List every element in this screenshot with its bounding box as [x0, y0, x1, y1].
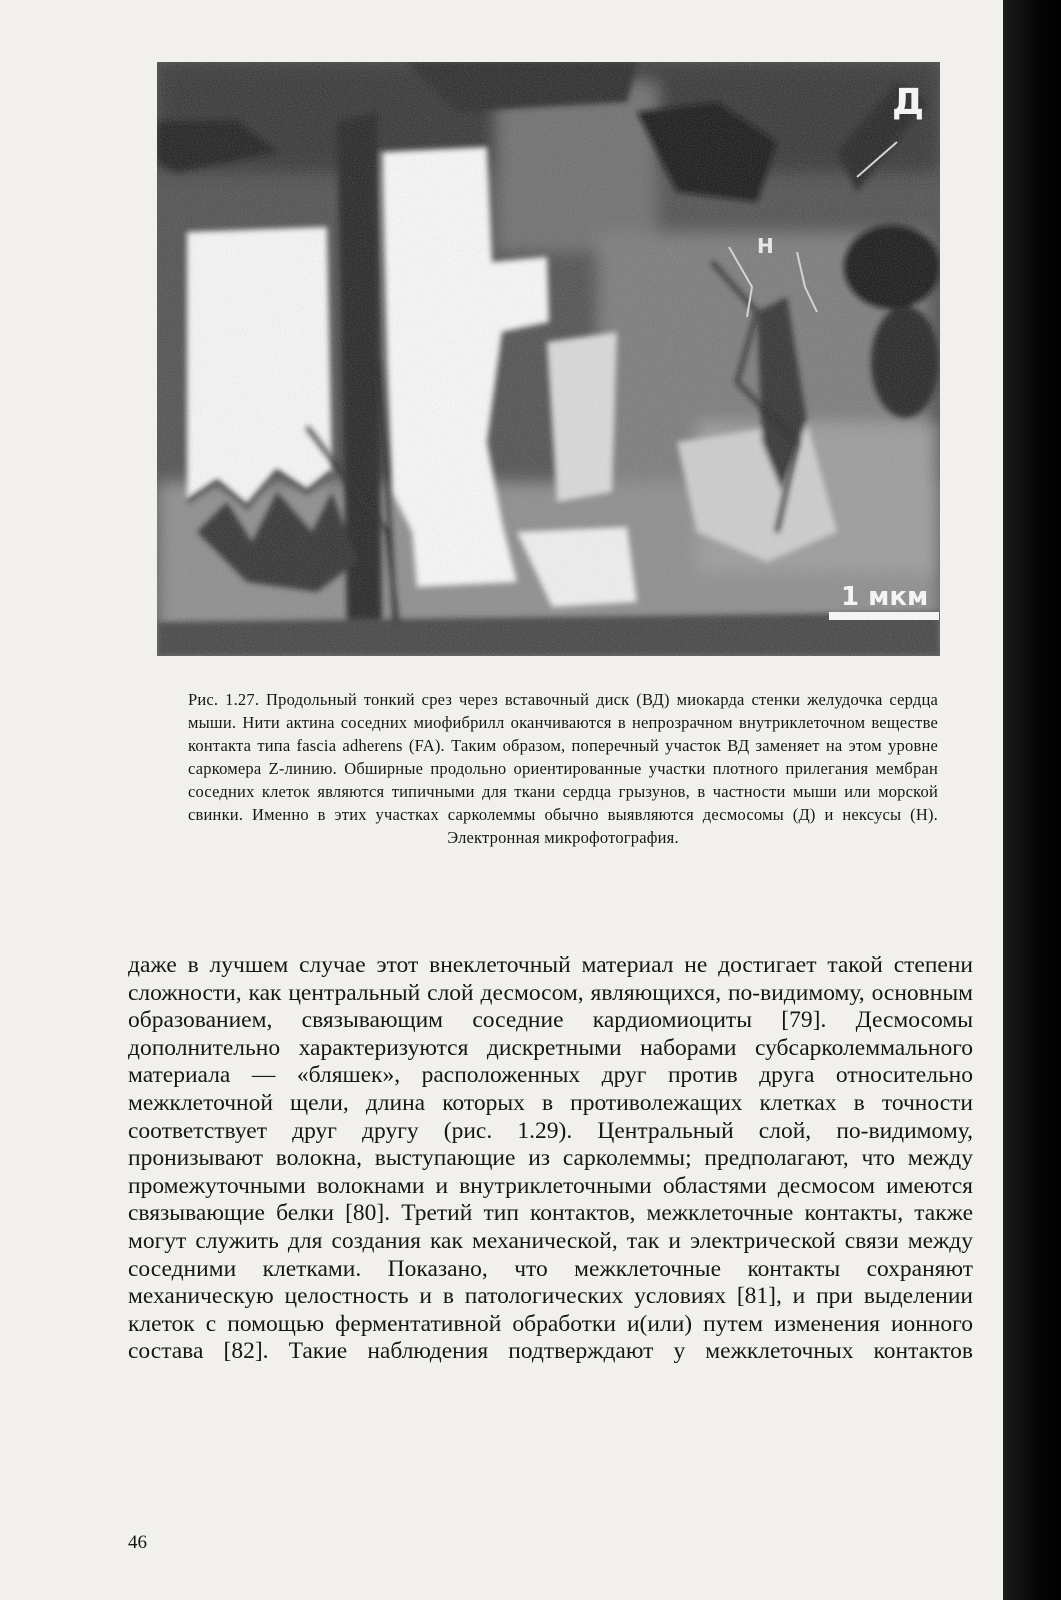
scale-bar [829, 612, 939, 620]
page-number: 46 [128, 1532, 147, 1553]
figure-caption: Рис. 1.27. Продольный тонкий срез через вставочный диск (ВД) миокарда стенки желудочка сердца мыши. Нити актина соседних миофибрилл оканчиваются в непрозрачном внутриклеточном веществе контакта типа fascia adherens (FA). Таким образом, поперечный участок ВД заменяет на этом уровне саркомера Z-линию. Обширные продольно ориентированные участки плотного прилегания мембран соседних клеток являются типичными для ткани сердца грызунов, в частности мыши или морской свинки. Именно в этих участках сарколеммы обычно выявляются десмосомы (Д) и нексусы (Н). Электронная микрофотография. [188, 690, 938, 847]
desmosome-label: Д [892, 82, 925, 123]
body-paragraph: даже в лучшем случае этот внеклеточный материал не достигает такой степени сложности, как центральный слой десмосом, являющихся, по-видимому, основным образованием, связывающим соседние кардиомиоциты [79]. Десмосомы дополнительно характеризуются дискретными наборами субсарколеммального материала — «бляшек», расположенных друг против друга относительно межклеточной щели, длина которых в противолежащих клетках в точности соответствует друг другу (рис. 1.29). Центральный слой, по-видимому, пронизывают волокна, выступающие из сарколеммы; предполагают, что между промежуточными волокнами и внутриклеточными областями десмосом имеются связывающие белки [80]. Третий тип контактов, межклеточные контакты, также могут служить для создания как механической, так и электрической связи между соседними клетками. Показано, что межклеточные контакты сохраняют механическую целостность и в патологических условиях [81], и при выделении клеток с помощью ферментативной обработки и(или) путем изменения ионного состава [82]. Такие наблюдения подтверждают у межклеточных контактов [128, 952, 973, 1365]
scan-page-edge [1003, 0, 1061, 1600]
micrograph-image [157, 62, 940, 656]
scale-bar-label: 1 мкм [841, 582, 929, 612]
nexus-label: Н [757, 234, 774, 258]
electron-micrograph [157, 62, 940, 656]
